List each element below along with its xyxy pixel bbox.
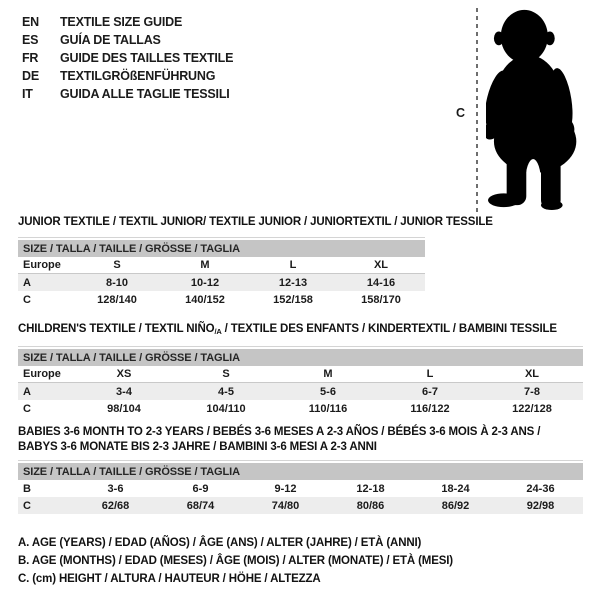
table-row-height bbox=[18, 291, 425, 308]
value-cell: 116/122 bbox=[410, 402, 450, 415]
table-row-height bbox=[18, 497, 583, 514]
language-list bbox=[22, 13, 233, 103]
footnote-b: B. AGE (MONTHS) / EDAD (MESES) / ÂGE (MOIS) / ALTER (MONATE) / ETÀ (MESI) bbox=[18, 555, 453, 567]
value-cell: 74/80 bbox=[271, 499, 300, 512]
row-label-cell: A bbox=[23, 385, 31, 398]
language-row bbox=[22, 85, 233, 103]
size-cell: S bbox=[113, 259, 121, 271]
value-cell: 98/104 bbox=[107, 402, 141, 415]
babies-size-table bbox=[18, 463, 583, 514]
language-row bbox=[22, 31, 233, 49]
row-label-cell: C bbox=[23, 293, 31, 306]
size-header-bar: SIZE / TALLA / TAILLE / GRÖSSE / TAGLIA bbox=[18, 349, 583, 366]
size-cell: XL bbox=[373, 259, 389, 271]
value-cell: 62/68 bbox=[101, 499, 130, 512]
children-title-subscript: /A bbox=[214, 327, 222, 336]
value-cell: 14-16 bbox=[366, 276, 396, 289]
language-code: IT bbox=[22, 87, 33, 101]
size-cell: M bbox=[323, 368, 333, 380]
value-cell: 4-5 bbox=[218, 385, 234, 398]
height-dashed-line bbox=[476, 8, 478, 212]
language-code: EN bbox=[22, 15, 39, 29]
value-cell: 3-6 bbox=[107, 482, 124, 495]
size-cell: L bbox=[426, 368, 434, 380]
table-row-age bbox=[18, 383, 583, 400]
language-title: GUIDA ALLE TAGLIE TESSILI bbox=[60, 87, 230, 101]
language-code: FR bbox=[22, 51, 39, 65]
language-title: TEXTILE SIZE GUIDE bbox=[60, 15, 183, 29]
size-cell: M bbox=[200, 259, 210, 271]
row-label-cell: C bbox=[23, 402, 31, 415]
language-row bbox=[22, 67, 233, 85]
junior-section-title: JUNIOR TEXTILE / TEXTIL JUNIOR/ TEXTILE JUNIOR / JUNIORTEXTIL / JUNIOR TESSILE bbox=[18, 216, 493, 228]
table-row-sizes bbox=[18, 366, 583, 383]
value-cell: 18-24 bbox=[441, 482, 470, 495]
table-row-height bbox=[18, 400, 583, 417]
children-size-table bbox=[18, 349, 583, 417]
value-cell: 110/116 bbox=[308, 402, 348, 415]
size-cell: XL bbox=[524, 368, 540, 380]
size-cell: L bbox=[289, 259, 297, 271]
value-cell: 7-8 bbox=[524, 385, 540, 398]
table-row-months bbox=[18, 480, 583, 497]
children-title-text: / TEXTILE DES ENFANTS / KINDERTEXTIL / BAMBINI TESSILE bbox=[221, 323, 557, 335]
babies-title-line2: BABYS 3-6 MONATE BIS 2-3 JAHRE / BAMBINI 3-6 MESI A 2-3 ANNI bbox=[18, 441, 377, 453]
language-row bbox=[22, 13, 233, 31]
value-cell: 152/158 bbox=[273, 293, 313, 306]
value-cell: 8-10 bbox=[105, 276, 129, 289]
region-label-cell: Europe bbox=[23, 368, 61, 380]
babies-section-title bbox=[18, 425, 540, 455]
baby-silhouette-icon bbox=[486, 6, 596, 212]
language-title: TEXTILGRÖßENFÜHRUNG bbox=[60, 69, 216, 83]
size-cell: S bbox=[222, 368, 230, 380]
value-cell: 140/152 bbox=[185, 293, 225, 306]
value-cell: 92/98 bbox=[526, 499, 555, 512]
value-cell: 9-12 bbox=[274, 482, 297, 495]
value-cell: 128/140 bbox=[97, 293, 137, 306]
language-code: ES bbox=[22, 33, 39, 47]
language-code: DE bbox=[22, 69, 39, 83]
value-cell: 104/110 bbox=[206, 402, 246, 415]
value-cell: 122/128 bbox=[512, 402, 552, 415]
size-header-bar: SIZE / TALLA / TAILLE / GRÖSSE / TAGLIA bbox=[18, 240, 425, 257]
size-cell: XS bbox=[116, 368, 132, 380]
value-cell: 3-4 bbox=[116, 385, 132, 398]
value-cell: 12-13 bbox=[278, 276, 308, 289]
value-cell: 68/74 bbox=[186, 499, 215, 512]
footnotes bbox=[18, 534, 453, 588]
value-cell: 86/92 bbox=[441, 499, 470, 512]
value-cell: 158/170 bbox=[361, 293, 401, 306]
value-cell: 12-18 bbox=[356, 482, 385, 495]
row-label-cell: A bbox=[23, 276, 31, 289]
language-title: GUIDE DES TAILLES TEXTILE bbox=[60, 51, 234, 65]
value-cell: 24-36 bbox=[526, 482, 555, 495]
region-label-cell: Europe bbox=[23, 259, 61, 271]
children-title-text: CHILDREN'S TEXTILE / TEXTIL NIÑO bbox=[18, 323, 215, 335]
table-row-age bbox=[18, 274, 425, 291]
row-label-cell: B bbox=[23, 482, 31, 495]
value-cell: 5-6 bbox=[320, 385, 336, 398]
junior-size-table bbox=[18, 240, 425, 308]
size-header-bar: SIZE / TALLA / TAILLE / GRÖSSE / TAGLIA bbox=[18, 463, 583, 480]
language-title: GUÍA DE TALLAS bbox=[60, 33, 161, 47]
children-section-title bbox=[18, 322, 557, 339]
babies-title-line1: BABIES 3-6 MONTH TO 2-3 YEARS / BEBÉS 3-6 MESES A 2-3 AÑOS / BÉBÉS 3-6 MOIS À 2-3 ANS / bbox=[18, 426, 541, 438]
row-label-cell: C bbox=[23, 499, 31, 512]
height-measure-label: C bbox=[456, 106, 466, 120]
footnote-c: C. (cm) HEIGHT / ALTURA / HAUTEUR / HÖHE / ALTEZZA bbox=[18, 573, 321, 585]
language-row bbox=[22, 49, 233, 67]
footnote-a: A. AGE (YEARS) / EDAD (AÑOS) / ÂGE (ANS) / ALTER (JAHRE) / ETÀ (ANNI) bbox=[18, 537, 422, 549]
value-cell: 80/86 bbox=[356, 499, 385, 512]
table-row-sizes bbox=[18, 257, 425, 274]
value-cell: 10-12 bbox=[190, 276, 220, 289]
value-cell: 6-7 bbox=[422, 385, 438, 398]
value-cell: 6-9 bbox=[192, 482, 209, 495]
